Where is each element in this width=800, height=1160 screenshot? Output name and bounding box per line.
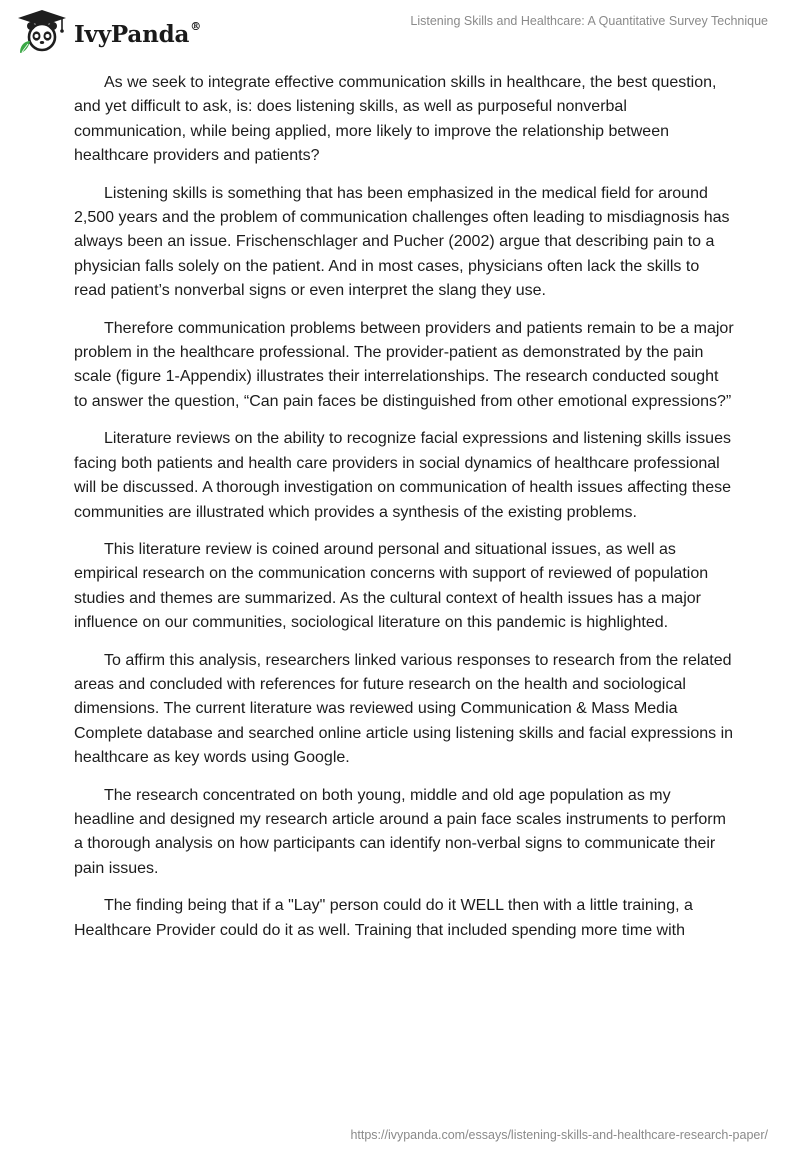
ivypanda-logo[interactable] [14,8,201,56]
paragraph: Therefore communication problems between providers and patients remain to be a major problem in the healthcare professional. The provider-patient as demonstrated by the pain scale (figure 1-Appendix) illustrates their interrelationships. The research conducted sought to answer the question, “Can pain faces be distinguished from other emotional expressions?” [74,319,734,410]
paragraph: Literature reviews on the ability to recognize facial expressions and listening skills issues facing both patients and health care providers in social dynamics of healthcare professional will be discussed. A thorough investigation on communication of health issues affecting these communities are illustrated which provides a synthesis of the existing problems. [74,430,731,521]
page-header [0,0,800,64]
document-title: Listening Skills and Healthcare: A Quantitative Survey Technique [410,14,768,28]
essay-body [74,71,734,956]
source-url[interactable]: https://ivypanda.com/essays/listening-skills-and-healthcare-research-paper/ [350,1128,768,1142]
registered-mark: ® [190,19,201,33]
brand-name: IvyPanda® [74,19,201,48]
paragraph: Listening skills is something that has been emphasized in the medical field for around 2,500 years and the problem of communication challenges often leading to misdiagnosis has always been an issue. Frischenschlager and Pucher (2002) argue that describing pain to a physician falls solely on the patient. And in most cases, physicians often lack the skills to read patient’s nonverbal signs or even interpret the slang they use. [74,184,730,300]
paragraph: This literature review is coined around personal and situational issues, as well as empirical research on the communication concerns with support of reviewed of population studies and themes are summarized. As the cultural context of health issues has a major influence on our communities, sociological literature on this pandemic is highlighted. [74,540,709,632]
paragraph: The finding being that if a "Lay" person could do it WELL then with a little training, a Healthcare Provider could do it as well. Training that included spending more time with [74,897,693,939]
paragraph: The research concentrated on both young, middle and old age population as my headline and designed my research article around a pain face scales instruments to perform a thorough analysis on how participants can identify non-verbal signs to communicate their pain issues. [74,786,726,877]
paragraph: To affirm this analysis, researchers linked various responses to research from the related areas and concluded with references for future research on the health and sociological dimensions. The current literature was reviewed using Communication & Mass Media Complete database and searched online article using listening skills and facial expressions in healthcare as key words using Google. [74,651,734,767]
panda-graduate-icon [14,8,70,56]
paragraph: As we seek to integrate effective communication skills in healthcare, the best question, and yet difficult to ask, is: does listening skills, as well as purposeful nonverbal communication, while being applied, more likely to improve the relationship between healthcare providers and patients? [74,74,717,165]
